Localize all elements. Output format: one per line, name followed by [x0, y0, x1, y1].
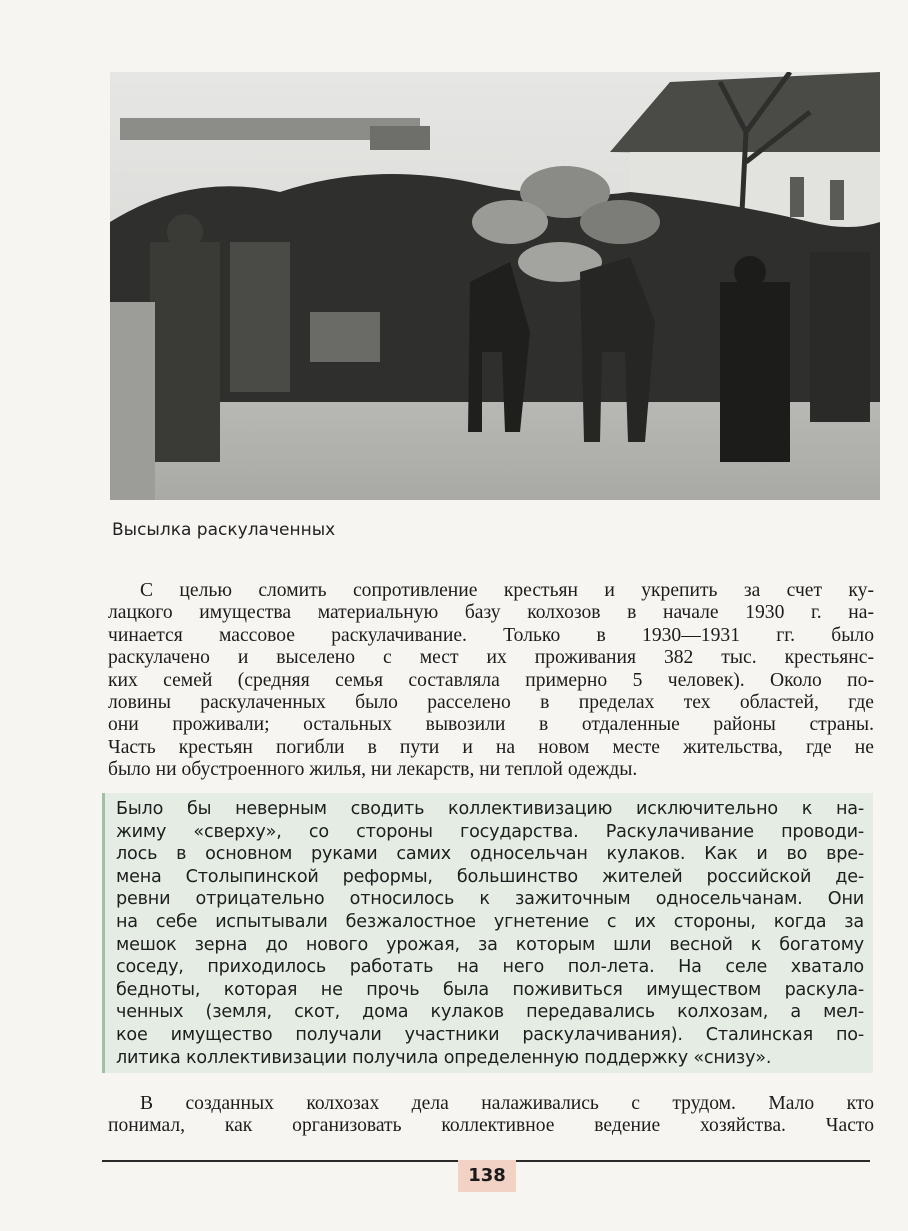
text-line: В созданных колхозах дела налаживались с трудом. Мало кто — [140, 1093, 874, 1114]
photo-caption: Высылка раскулаченных — [112, 520, 336, 540]
text-line: они проживали; остальных вывозили в отдаленные районы страны. — [108, 714, 874, 736]
highlight-line: литика коллективизации получила определенную поддержку «снизу». — [116, 1047, 772, 1068]
highlight-line: жиму «сверху», со стороны государства. Раскулачивание проводи- — [116, 821, 864, 842]
highlight-line: соседу, приходилось работать на него пол-лета. На селе хватало — [116, 957, 864, 978]
photo-illustration — [110, 72, 880, 500]
page-number: 138 — [458, 1160, 516, 1192]
text-line: чинается массовое раскулачивание. Только в 1930—1931 гг. было — [108, 624, 874, 646]
highlight-line: мешок зерна до нового урожая, за которым шли весной к богатому — [116, 934, 864, 955]
text-line: ловины раскулаченных было расселено в пределах тех областей, где — [108, 692, 874, 714]
highlight-line: кое имущество получали участники раскулачивания). Сталинская по- — [116, 1024, 864, 1045]
paragraph-kolkhozes — [108, 1093, 874, 1138]
text-line: С целью сломить сопротивление крестьян и укрепить за счет ку- — [140, 580, 874, 601]
highlight-line: ченных (земля, скот, дома кулаков передавались колхозам, а мел- — [116, 1002, 864, 1023]
text-line: раскулачено и выселено с мест их проживания 382 тыс. крестьянс- — [108, 647, 874, 669]
text-line: ких семей (средняя семья составляла примерно 5 человек). Около по- — [108, 669, 874, 691]
text-line: Часть крестьян погибли в пути и на новом месте жительства, где не — [108, 736, 874, 758]
text-line: лацкого имущества материальную базу колхозов в начале 1930 г. на- — [108, 602, 874, 624]
highlight-text — [116, 798, 864, 1069]
highlight-line: на себе испытывали безжалостное угнетение с их стороны, когда за — [116, 911, 864, 932]
highlight-line: лось в основном руками самих односельчан кулаков. Как и во вре- — [116, 844, 864, 865]
text-line: было ни обустроенного жилья, ни лекарств, ни теплой одежды. — [108, 759, 638, 781]
text-line: понимал, как организовать коллективное ведение хозяйства. Часто — [108, 1115, 874, 1137]
deportation-photo — [110, 72, 880, 500]
highlight-line: ревни отрицательно относилось к зажиточным односельчанам. Они — [116, 889, 864, 910]
paragraph-collectivization — [108, 580, 874, 782]
highlight-line: бедноты, которая не прочь была поживиться имуществом раскула- — [116, 979, 864, 1000]
highlight-line: мена Столыпинской реформы, большинство жителей российской де- — [116, 866, 864, 887]
highlight-line: Было бы неверным сводить коллективизацию исключительно к на- — [116, 799, 864, 819]
